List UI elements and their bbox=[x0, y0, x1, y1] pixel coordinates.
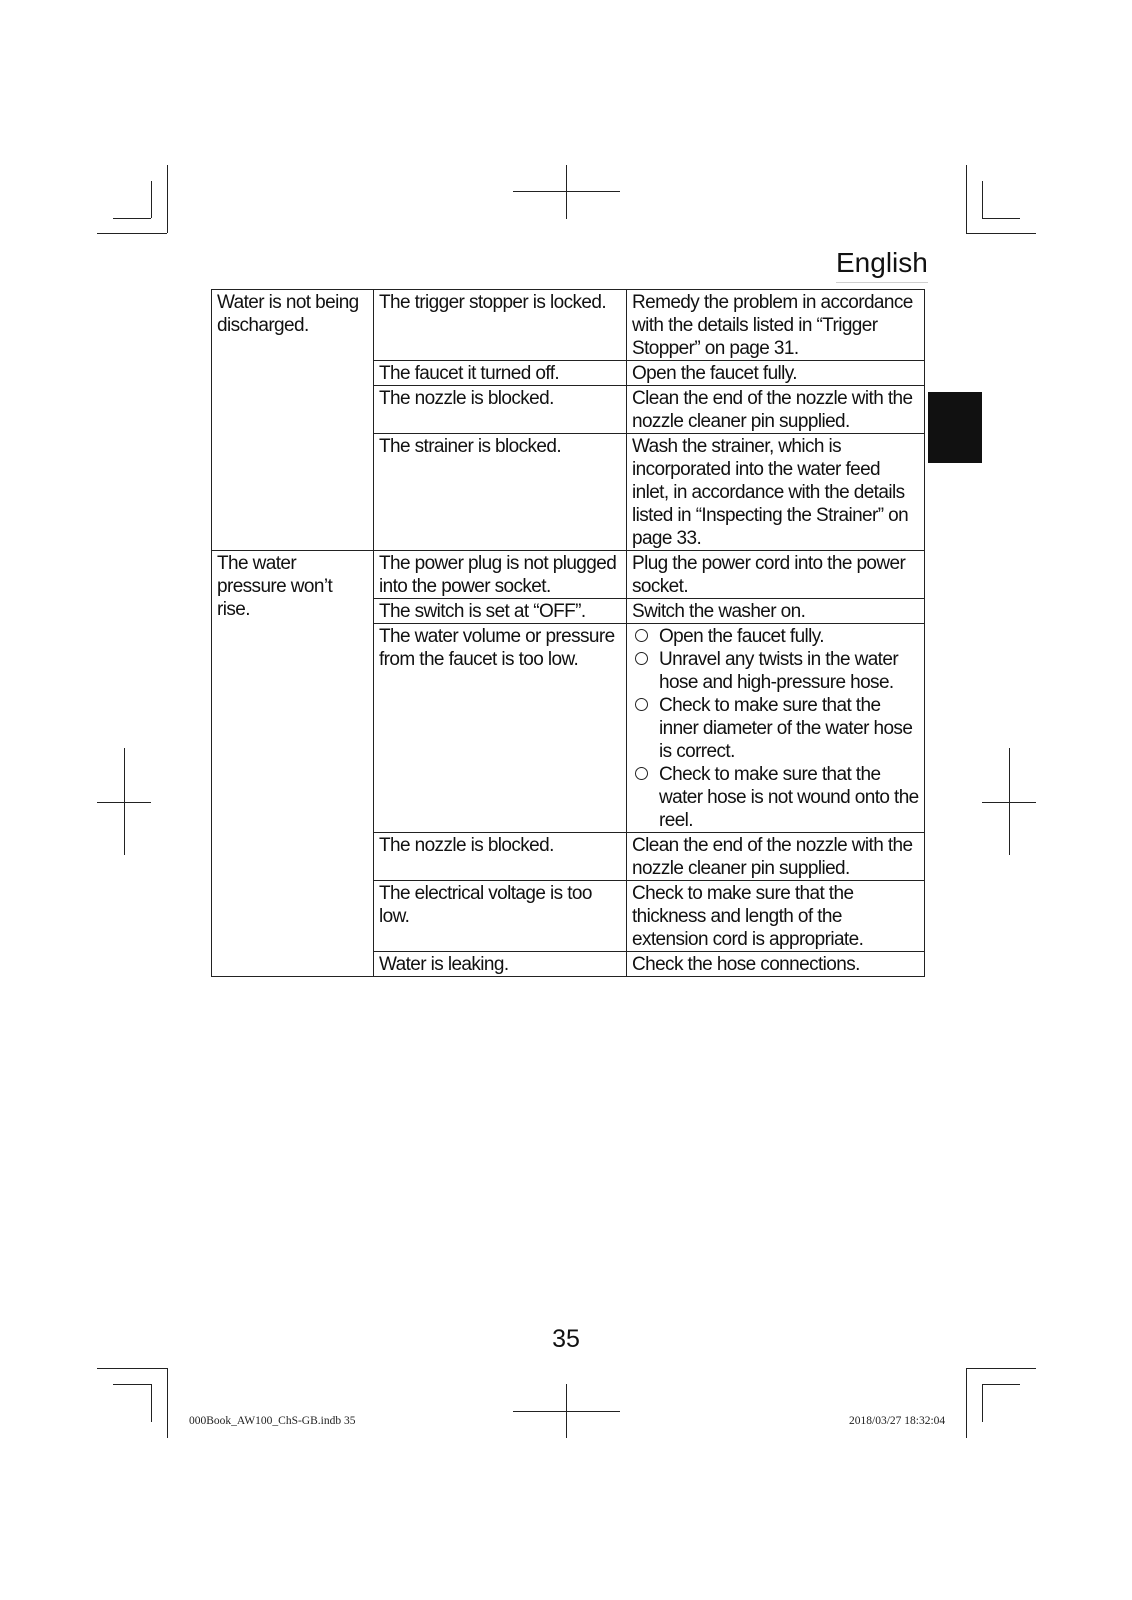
remedy-cell: Clean the end of the nozzle with the nozzle cleaner pin supplied. bbox=[627, 386, 925, 434]
cause-cell: The switch is set at “OFF”. bbox=[374, 599, 627, 624]
remedy-cell: Switch the washer on. bbox=[627, 599, 925, 624]
list-item: Unravel any twists in the water hose and high-pressure hose. bbox=[632, 648, 919, 694]
circle-bullet-icon bbox=[635, 698, 648, 711]
cause-cell: The strainer is blocked. bbox=[374, 434, 627, 551]
section-tab bbox=[928, 392, 982, 463]
remedy-list bbox=[632, 625, 919, 832]
table-row bbox=[212, 290, 925, 361]
footer-file: 000Book_AW100_ChS-GB.indb 35 bbox=[189, 1415, 356, 1427]
remedy-cell: Remedy the problem in accordance with the details listed in “Trigger Stopper” on page 31. bbox=[627, 290, 925, 361]
circle-bullet-icon bbox=[635, 767, 648, 780]
cause-cell: The trigger stopper is locked. bbox=[374, 290, 627, 361]
page-number: 35 bbox=[552, 1325, 580, 1353]
list-item: Check to make sure that the water hose is not wound onto the reel. bbox=[632, 763, 919, 832]
problem-cell: Water is not being discharged. bbox=[212, 290, 374, 551]
footer-timestamp: 2018/03/27 18:32:04 bbox=[849, 1415, 946, 1427]
cause-cell: The faucet it turned off. bbox=[374, 361, 627, 386]
cause-cell: The nozzle is blocked. bbox=[374, 386, 627, 434]
cause-cell: The power plug is not plugged into the power socket. bbox=[374, 551, 627, 599]
remedy-cell: Open the faucet fully. bbox=[627, 361, 925, 386]
cause-cell: The nozzle is blocked. bbox=[374, 833, 627, 881]
circle-bullet-icon bbox=[635, 652, 648, 665]
list-item: Check to make sure that the inner diameter of the water hose is correct. bbox=[632, 694, 919, 763]
problem-cell: The water pressure won’t rise. bbox=[212, 551, 374, 977]
remedy-cell: Check the hose connections. bbox=[627, 952, 925, 977]
language-label: English bbox=[836, 245, 928, 283]
list-item: Open the faucet fully. bbox=[632, 625, 919, 648]
remedy-cell: Plug the power cord into the power socket. bbox=[627, 551, 925, 599]
remedy-cell: Check to make sure that the thickness and length of the extension cord is appropriate. bbox=[627, 881, 925, 952]
cause-cell: The electrical voltage is too low. bbox=[374, 881, 627, 952]
remedy-cell bbox=[627, 624, 925, 833]
cause-cell: The water volume or pressure from the faucet is too low. bbox=[374, 624, 627, 833]
remedy-cell: Wash the strainer, which is incorporated into the water feed inlet, in accordance with the details listed in “Inspecting the Strainer” on page 33. bbox=[627, 434, 925, 551]
troubleshooting-table bbox=[211, 289, 925, 977]
cause-cell: Water is leaking. bbox=[374, 952, 627, 977]
table-row bbox=[212, 551, 925, 599]
circle-bullet-icon bbox=[635, 629, 648, 642]
remedy-cell: Clean the end of the nozzle with the nozzle cleaner pin supplied. bbox=[627, 833, 925, 881]
